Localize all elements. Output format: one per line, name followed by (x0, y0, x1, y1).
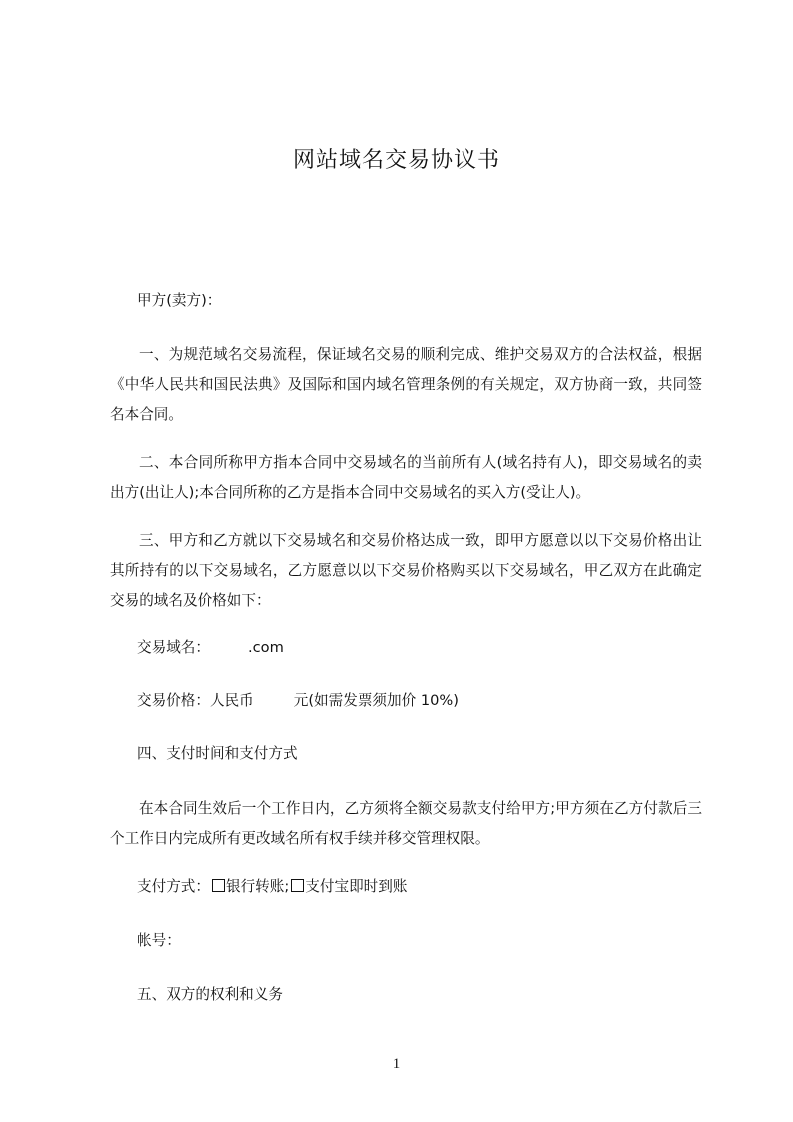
section-5-heading: 五、双方的权利和义务 (137, 986, 283, 1003)
payment-text: 在本合同生效后一个工作日内，乙方须将全额交易款支付给甲方;甲方须在乙方付款后三个工作日内完成所有更改域名所有权手续并移交管理权限。 (110, 800, 702, 847)
section-4-heading: 四、支付时间和支付方式 (137, 745, 298, 762)
page-number: 1 (392, 1056, 401, 1072)
domain-row (137, 638, 284, 658)
clause-2: 二、本合同所称甲方指本合同中交易域名的当前所有人(域名持有人)，即交易域名的卖出方(出让人);本合同所称的乙方是指本合同中交易域名的买入方(受让人)。 (110, 454, 702, 501)
price-label: 交易价格：人民币 (137, 692, 254, 709)
document-title: 网站域名交易协议书 (292, 148, 500, 173)
alipay-checkbox[interactable] (291, 879, 304, 892)
option-bank-label: 银行转账; (225, 878, 290, 895)
domain-value: .com (247, 639, 284, 656)
payment-method-label: 支付方式： (137, 878, 210, 895)
account-label: 帐号： (137, 932, 181, 949)
party-a-label: 甲方(卖方)： (137, 292, 222, 309)
domain-label: 交易域名： (137, 639, 210, 656)
price-value: 元(如需发票须加价 10%) (293, 692, 459, 709)
payment-method-row (137, 877, 407, 897)
clause-1: 一、为规范域名交易流程，保证域名交易的顺利完成、维护交易双方的合法权益，根据《中华人民共和国民法典》及国际和国内域名管理条例的有关规定，双方协商一致，共同签名本合同。 (110, 346, 702, 423)
clause-3: 三、甲方和乙方就以下交易域名和交易价格达成一致，即甲方愿意以以下交易价格出让其所持有的以下交易域名，乙方愿意以以下交易价格购买以下交易域名，甲乙双方在此确定交易的域名及价格如下： (110, 532, 702, 609)
price-row (137, 691, 459, 711)
option-alipay-label: 支付宝即时到账 (305, 878, 408, 895)
bank-transfer-checkbox[interactable] (212, 879, 225, 892)
